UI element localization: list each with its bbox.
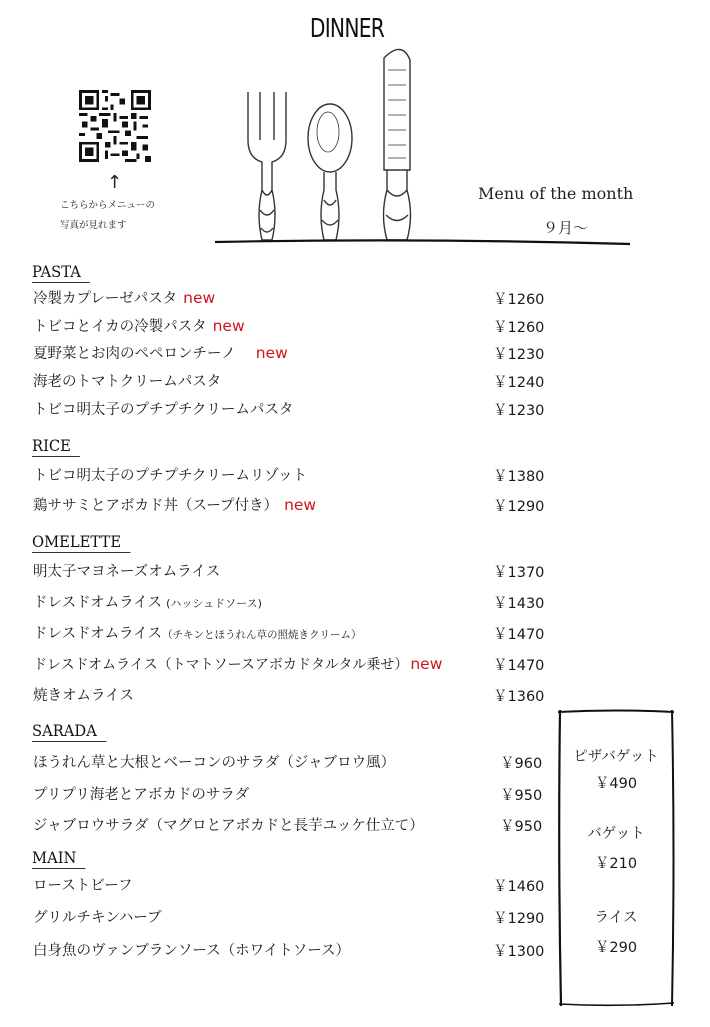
section-title-main: MAIN	[32, 848, 86, 869]
menu-item	[33, 686, 134, 706]
item-name: ローストビーフ	[33, 878, 133, 894]
item-name: 海老のトマトクリームパスタ	[33, 374, 222, 390]
item-name: ドレスドオムライス	[33, 626, 163, 642]
new-badge: new	[284, 496, 317, 514]
section-title-pasta: PASTA	[32, 262, 90, 283]
page-title: DINNER	[309, 14, 385, 44]
side-item-price: ￥290	[594, 940, 638, 956]
side-item-name: バゲット	[587, 826, 645, 842]
item-price: ￥1370	[493, 565, 545, 581]
menu-item	[33, 908, 162, 928]
new-badge: new	[212, 317, 245, 335]
item-price: ￥1300	[493, 944, 545, 960]
item-name: トビコ明太子のプチプチクリームパスタ	[33, 402, 294, 418]
new-badge: new	[410, 655, 443, 673]
menu-item	[33, 941, 350, 961]
item-price: ￥1460	[493, 879, 545, 895]
item-price: ￥950	[500, 788, 543, 804]
menu-item	[33, 785, 249, 805]
section-title-rice: RICE	[32, 436, 80, 457]
menu-item	[33, 343, 288, 364]
side-item-price: ￥490	[594, 776, 638, 792]
menu-item	[33, 495, 316, 516]
item-price: ￥1380	[493, 469, 545, 485]
month-date: ９月〜	[543, 219, 589, 237]
menu-item	[33, 654, 442, 675]
item-name: ほうれん草と大根とベーコンのサラダ（ジャブロウ風）	[33, 755, 396, 771]
item-price: ￥1290	[493, 911, 545, 927]
item-name: 夏野菜とお肉のペペロンチーノ	[33, 346, 236, 362]
item-name: 白身魚のヴァンブランソース（ホワイトソース）	[33, 943, 350, 959]
menu-item	[33, 876, 132, 896]
section-title-sarada: SARADA	[32, 721, 106, 742]
item-price: ￥1240	[493, 375, 545, 391]
menu-item	[33, 372, 221, 392]
item-name: トビコとイカの冷製パスタ	[33, 319, 207, 335]
new-badge: new	[183, 289, 216, 307]
item-price: ￥950	[500, 819, 543, 835]
item-name: トビコ明太子のプチプチクリームリゾット	[33, 468, 308, 484]
menu-item	[33, 466, 307, 486]
qr-caption-line1: こちらからメニューの	[60, 200, 156, 211]
item-name: ドレスドオムライス	[33, 595, 163, 611]
new-badge: new	[255, 344, 288, 362]
item-name: 鶏ササミとアボカド丼（スープ付き）	[33, 498, 279, 514]
menu-item	[33, 816, 424, 836]
item-price: ￥1260	[493, 292, 545, 308]
menu-item	[33, 624, 361, 645]
brush-divider	[0, 228, 710, 258]
menu-item	[33, 753, 395, 773]
item-name: ジャブロウサラダ（マグロとアボカドと長芋ユッケ仕立て）	[33, 818, 424, 834]
menu-item	[33, 288, 215, 309]
section-title-omelette: OMELETTE	[32, 532, 130, 553]
item-price: ￥960	[500, 756, 543, 772]
item-name: 焼きオムライス	[33, 688, 134, 704]
item-price: ￥1470	[493, 658, 545, 674]
item-name: グリルチキンハーブ	[33, 910, 162, 926]
side-item-price: ￥210	[594, 856, 638, 872]
cutlery-illustration-icon	[232, 40, 432, 245]
month-title: Menu of the month	[478, 184, 634, 203]
side-item-name: ライス	[594, 910, 638, 926]
item-note: (ハッシュドソース)	[166, 597, 262, 610]
up-arrow-icon: ↑	[107, 172, 123, 193]
item-name: ドレスドオムライス（トマトソースアボカドタルタル乗せ）	[33, 657, 409, 673]
item-price: ￥1290	[493, 499, 545, 515]
menu-item	[33, 593, 262, 614]
qr-code-icon[interactable]	[79, 90, 151, 162]
item-price: ￥1230	[493, 403, 545, 419]
menu-item	[33, 316, 245, 337]
item-price: ￥1360	[493, 689, 545, 705]
qr-caption-line2: 写真が見れます	[60, 220, 127, 231]
item-name: 冷製カプレーゼパスタ	[33, 291, 178, 307]
menu-item	[33, 562, 220, 582]
item-name: 明太子マヨネーズオムライス	[33, 564, 221, 580]
item-note: （チキンとほうれん草の照焼きクリーム）	[162, 629, 362, 641]
item-price: ￥1470	[493, 627, 545, 643]
item-price: ￥1230	[493, 347, 545, 363]
menu-item	[33, 400, 293, 420]
item-name: プリプリ海老とアボカドのサラダ	[33, 787, 250, 803]
side-item-name: ピザバゲット	[573, 749, 659, 765]
item-price: ￥1430	[493, 596, 545, 612]
item-price: ￥1260	[493, 320, 545, 336]
